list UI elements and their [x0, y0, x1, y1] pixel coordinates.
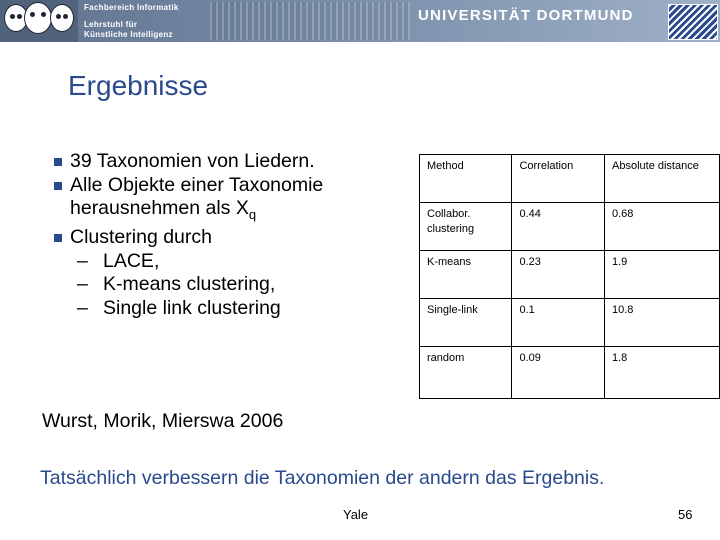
table-cell: 0.68: [605, 203, 720, 251]
table-header-row: [420, 155, 720, 203]
sub-item-text: Single link clustering: [103, 296, 281, 319]
square-bullet-icon: [54, 182, 62, 190]
bullet-item: [54, 150, 384, 174]
table-cell: Collabor. clustering: [420, 203, 512, 251]
sub-item: [54, 250, 384, 274]
citation-text: Wurst, Morik, Mierswa 2006: [42, 410, 284, 432]
department-line1: Fachbereich Informatik: [84, 3, 179, 12]
square-bullet-icon: [54, 158, 62, 166]
table-header-cell: Absolute distance: [605, 155, 720, 203]
footer-label: Yale: [343, 507, 369, 522]
table-row: [420, 299, 720, 347]
bullet-text: Clustering durch: [70, 226, 212, 249]
bullet-list: [54, 150, 384, 320]
university-name: UNIVERSITÄT DORTMUND: [418, 7, 634, 24]
mascot-icon: [24, 2, 52, 34]
table-row: [420, 347, 720, 399]
subscript-q: q: [248, 206, 257, 222]
bullet-item: [54, 174, 384, 227]
dash-marker: –: [77, 249, 88, 272]
bullet-text: 39 Taxonomien von Liedern.: [70, 150, 315, 172]
table-cell: 0.44: [512, 203, 605, 251]
department-logo: [0, 0, 78, 42]
table-cell: Single-link: [420, 299, 512, 347]
sub-item-text: LACE,: [103, 249, 160, 272]
square-bullet-icon: [54, 234, 62, 242]
dash-marker: –: [77, 296, 88, 319]
sub-item: [54, 297, 384, 321]
table-cell: 1.9: [605, 251, 720, 299]
bullet-text: Alle Objekte einer Taxonomie herausnehmen als X: [70, 173, 324, 219]
table-cell: random: [420, 347, 512, 399]
page-number: 56: [678, 507, 693, 522]
department-line2: Lehrstuhl für: [84, 20, 138, 29]
table-cell: 1.8: [605, 347, 720, 399]
sub-item: [54, 273, 384, 297]
results-table: [419, 154, 720, 399]
sub-item-text: K-means clustering,: [103, 273, 276, 296]
table-cell: 0.1: [512, 299, 605, 347]
table-row: [420, 203, 720, 251]
header-stripes-decoration: [210, 2, 410, 40]
conclusion-text: Tatsächlich verbessern die Taxonomien der andern das Ergebnis.: [40, 467, 605, 489]
university-logo-icon: [668, 4, 718, 40]
bullet-item: [54, 226, 384, 250]
table-row: [420, 251, 720, 299]
table-cell: 0.23: [512, 251, 605, 299]
table-cell: 0.09: [512, 347, 605, 399]
table-header-cell: Correlation: [512, 155, 605, 203]
department-name: [84, 3, 179, 40]
department-line3: Künstliche Intelligenz: [84, 30, 173, 39]
slide-title: Ergebnisse: [68, 70, 209, 101]
table-cell: 10.8: [605, 299, 720, 347]
table-cell: K-means: [420, 251, 512, 299]
header-banner: [0, 0, 720, 42]
dash-marker: –: [77, 273, 88, 296]
mascot-icon: [50, 4, 74, 32]
table-header-cell: Method: [420, 155, 512, 203]
